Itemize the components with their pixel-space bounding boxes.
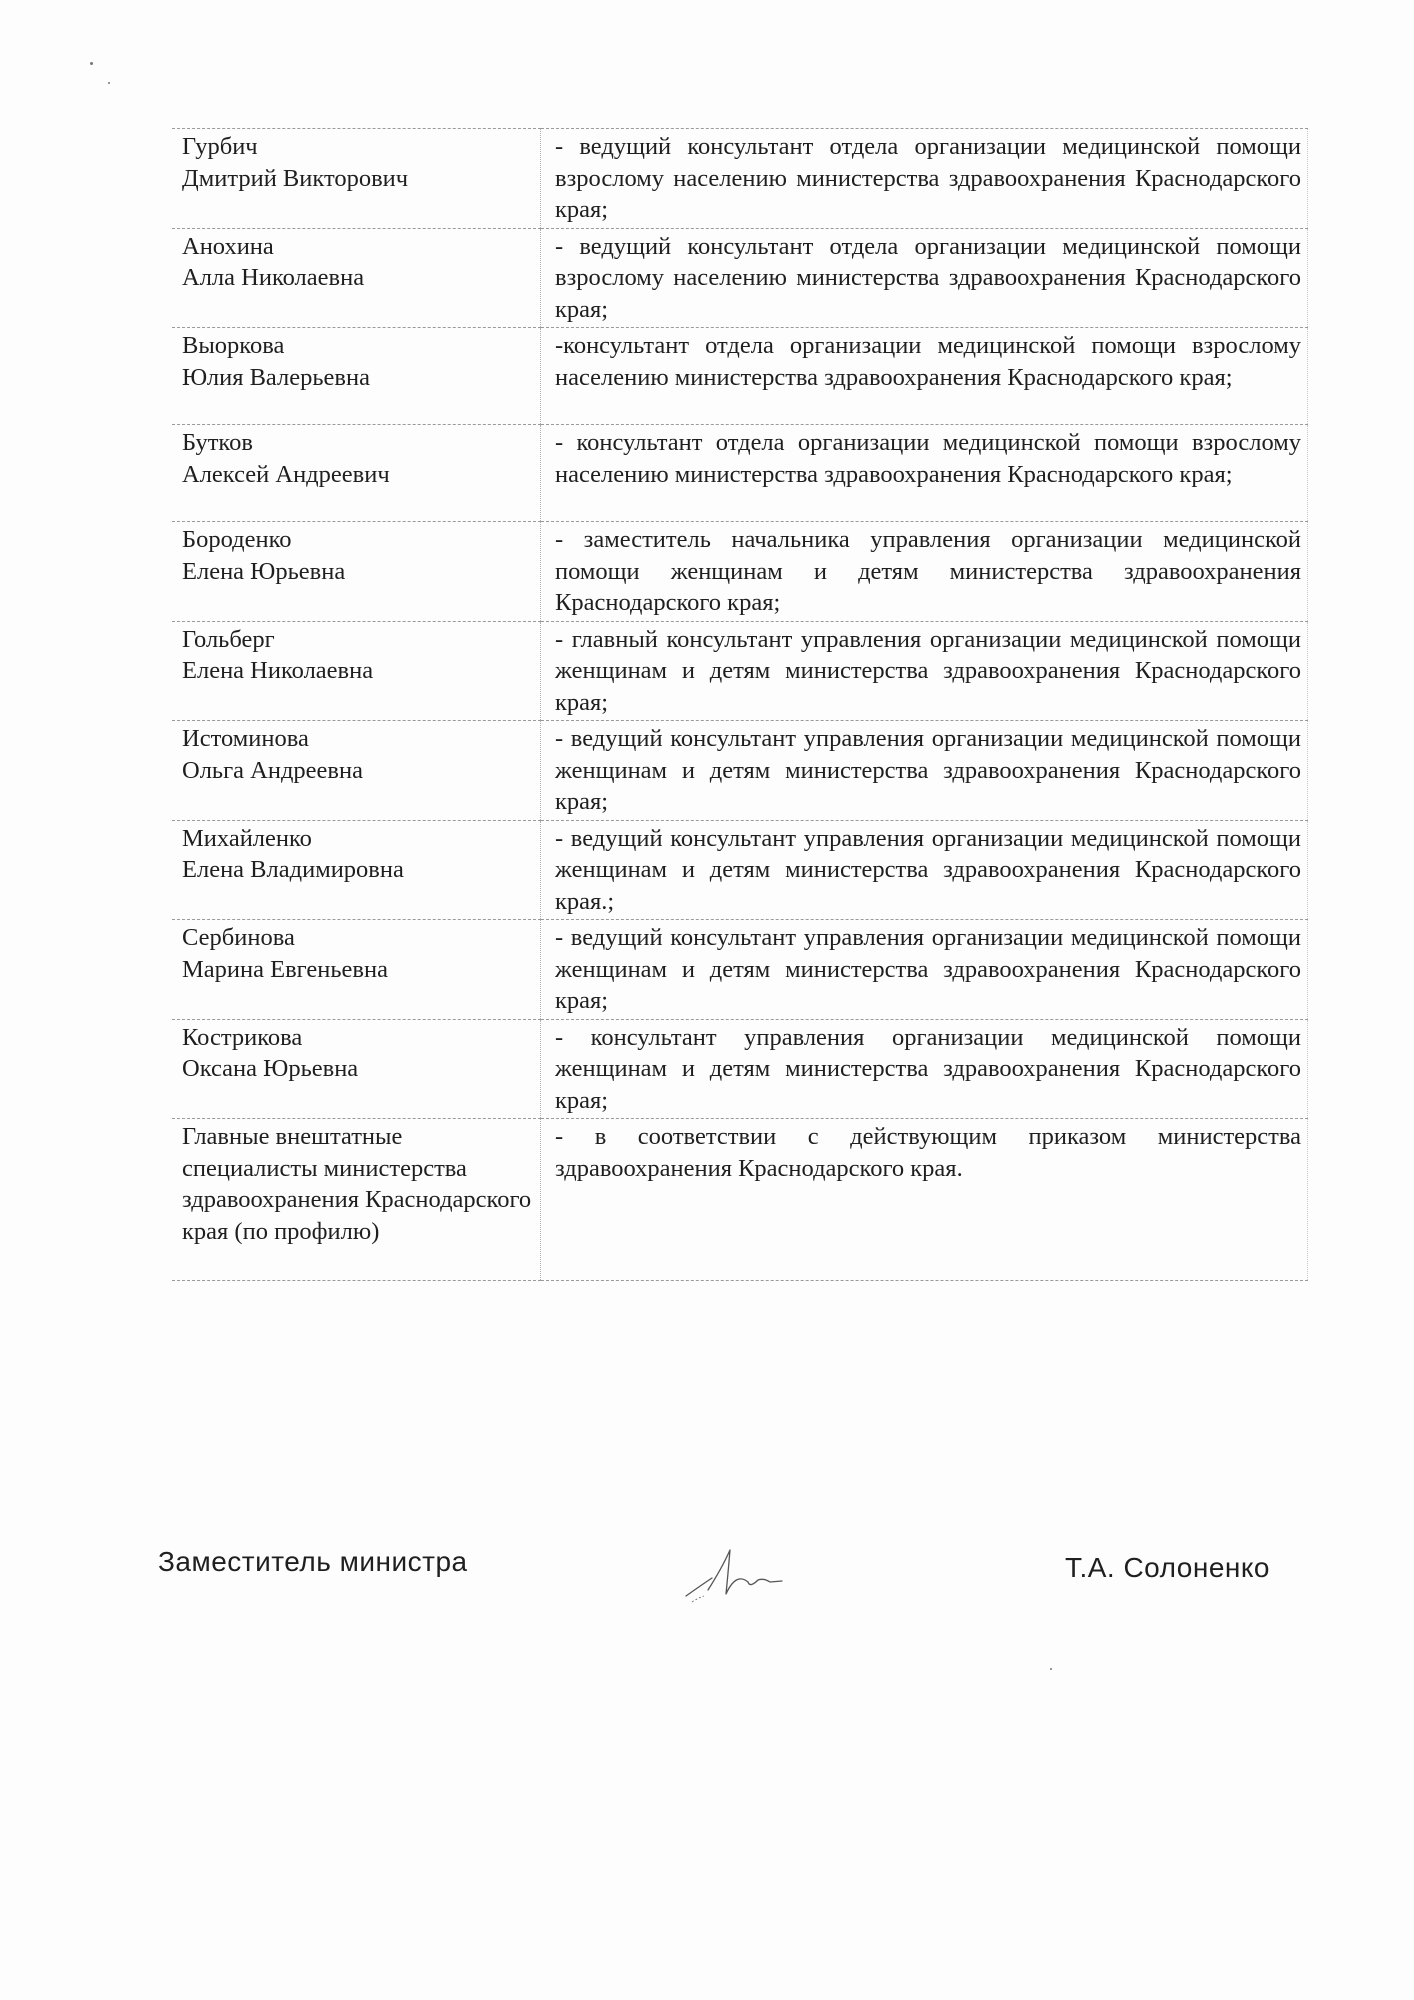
member-surname: Бутков [182,429,253,456]
member-role-cell: - консультант управления организации медицинской помощи женщинам и детям министерства здравоохранения Краснодарского края; [541,1019,1308,1119]
member-given-names: Алексей Андреевич [182,460,390,488]
table-row [172,820,1308,920]
signature-block [158,1538,1270,1618]
member-given-names: Оксана Юрьевна [182,1055,359,1082]
handwritten-signature-icon [678,1538,798,1608]
signatory-name: Т.А. Солоненко [1064,1552,1270,1583]
member-name-cell [172,721,541,821]
member-given-names: Елена Юрьевна [182,557,346,585]
table-row [172,228,1308,328]
member-given-names: Елена Владимировна [182,856,404,883]
member-surname: Выоркова [182,332,285,359]
member-name-cell [172,522,541,622]
commission-members-table [172,128,1308,1281]
member-role-cell: - ведущий консультант отдела организации медицинской помощи взрослому населению министерства здравоохранения Краснодарского края; [541,129,1308,229]
member-role-cell: - ведущий консультант управления организации медицинской помощи женщинам и детям министерства здравоохранения Краснодарского края; [541,920,1308,1020]
member-given-names: Юлия Валерьевна [182,363,370,391]
member-given-names: Дмитрий Викторович [182,164,409,192]
table-row [172,425,1308,522]
member-role-cell: - консультант отдела организации медицинской помощи взрослому населению министерства здравоохранения Краснодарского края; [541,425,1308,522]
table-row [172,522,1308,622]
member-surname: Михайленко [182,824,312,852]
member-given-names: Ольга Андреевна [182,756,363,784]
member-role-cell: - заместитель начальника управления организации медицинской помощи женщинам и детям министерства здравоохранения Краснодарского края; [541,522,1308,622]
member-given-names: Алла Николаевна [182,264,365,291]
member-name-cell [172,129,541,229]
scan-speck [90,62,93,65]
chief-specialists-role-cell: - в соответствии с действующим приказом министерства здравоохранения Краснодарского края. [541,1119,1308,1281]
member-name-cell [172,425,541,522]
table-row [172,721,1308,821]
member-name-cell [172,228,541,328]
chief-specialists-cell: Главные внештатные специалисты министерства здравоохранения Краснодарского края (по профилю) [172,1119,541,1281]
member-surname: Сербинова [182,924,295,951]
member-name-cell [172,621,541,721]
member-name-cell [172,1019,541,1119]
table-row [172,1119,1308,1281]
member-role-cell: - главный консультант управления организации медицинской помощи женщинам и детям министерства здравоохранения Краснодарского края; [541,621,1308,721]
table-row [172,129,1308,229]
member-given-names: Марина Евгеньевна [182,955,388,983]
member-surname: Бороденко [182,526,292,553]
member-surname: Анохина [182,232,274,260]
table-row [172,1019,1308,1119]
member-surname: Гольберг [182,625,275,653]
scan-speck [1050,1668,1052,1670]
member-surname: Истоминова [182,725,309,752]
member-name-cell [172,820,541,920]
signatory-title: Заместитель министра [158,1546,468,1577]
table-row [172,920,1308,1020]
table-row [172,328,1308,425]
member-role-cell: - ведущий консультант управления организации медицинской помощи женщинам и детям министерства здравоохранения Краснодарского края.; [541,820,1308,920]
member-surname: Кострикова [182,1023,303,1051]
member-role-cell: - ведущий консультант отдела организации медицинской помощи взрослому населению министерства здравоохранения Краснодарского края; [541,228,1308,328]
table-row [172,621,1308,721]
member-surname: Гурбич [182,133,258,160]
member-role-cell: - ведущий консультант управления организации медицинской помощи женщинам и детям министерства здравоохранения Краснодарского края; [541,721,1308,821]
member-name-cell [172,328,541,425]
member-name-cell [172,920,541,1020]
scan-speck [108,82,110,84]
member-role-cell: -консультант отдела организации медицинской помощи взрослому населению министерства здравоохранения Краснодарского края; [541,328,1308,425]
member-given-names: Елена Николаевна [182,657,374,684]
